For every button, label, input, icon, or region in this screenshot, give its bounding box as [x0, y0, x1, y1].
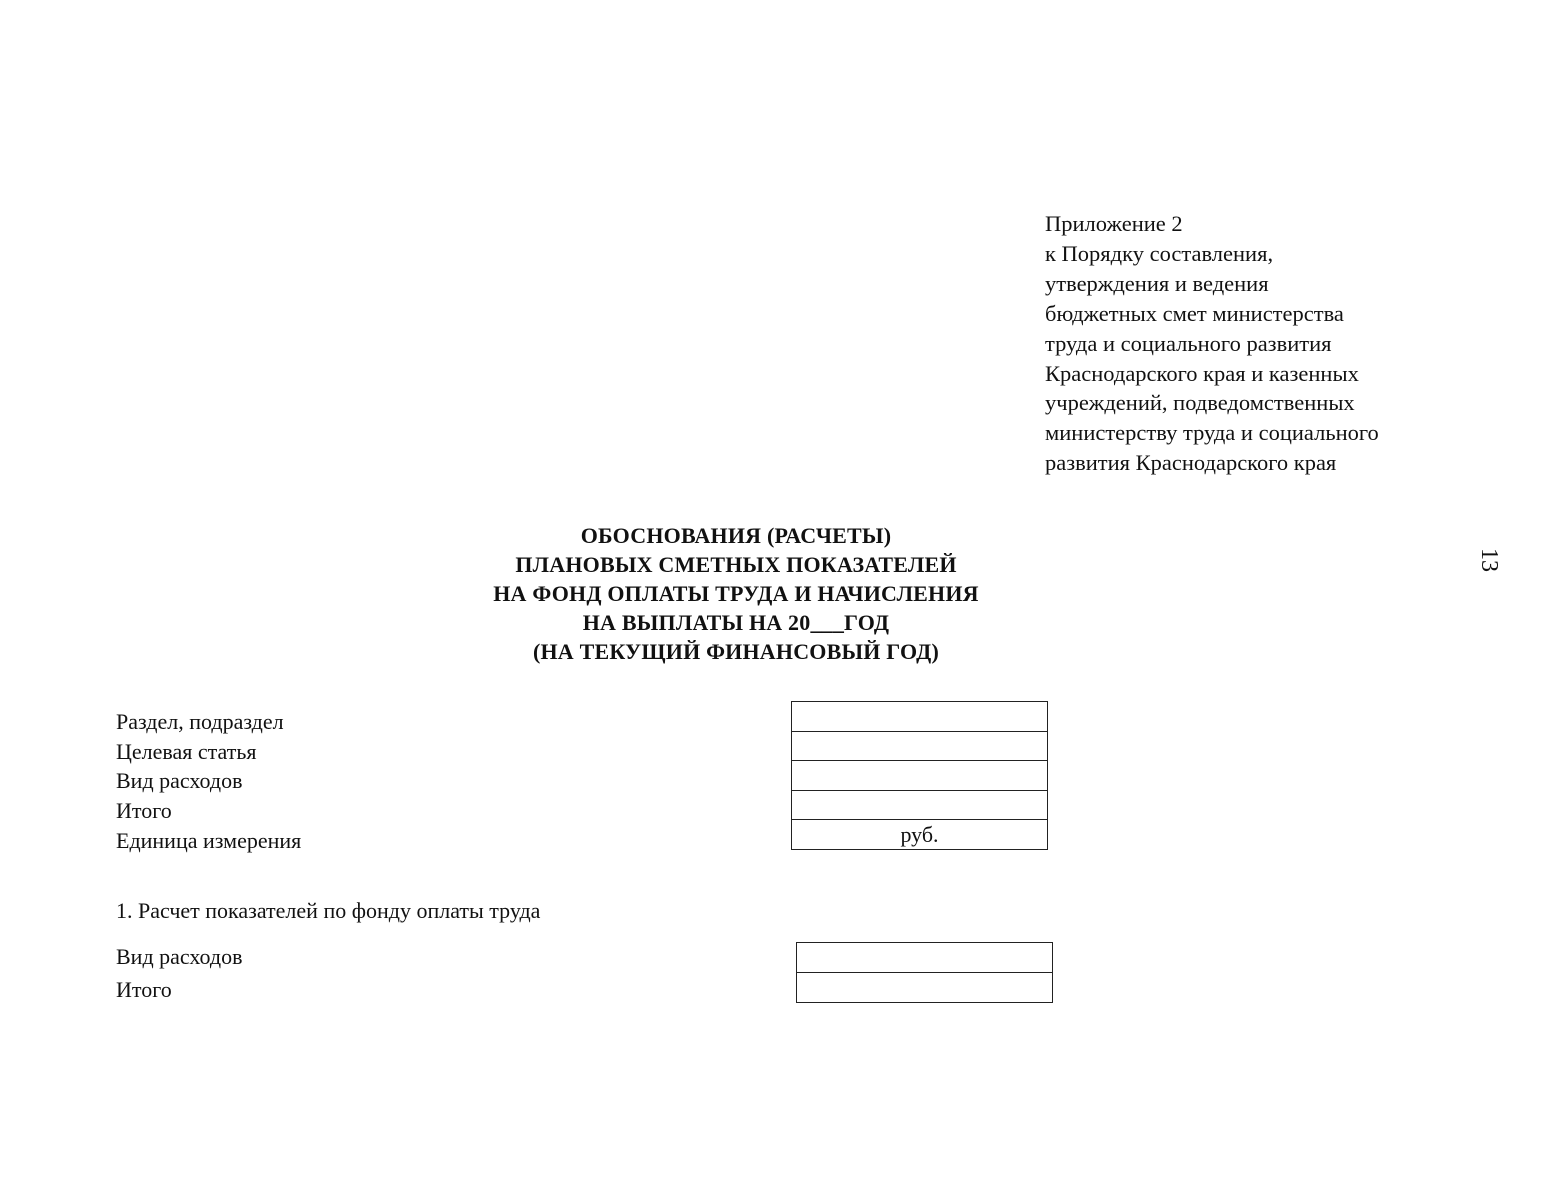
label-unit: Единица измерения	[116, 827, 302, 853]
title-line: (НА ТЕКУЩИЙ ФИНАНСОВЫЙ ГОД)	[532, 639, 940, 664]
page-number: 13	[1476, 548, 1502, 572]
label-section: Раздел, подраздел	[116, 709, 284, 734]
field-unit-value[interactable]: руб.	[792, 820, 1048, 850]
field-total-value[interactable]	[792, 790, 1048, 820]
header-field-labels	[116, 707, 301, 856]
appendix-line: труда и социального развития	[1045, 330, 1332, 356]
appendix-line: к Порядку составления,	[1045, 240, 1274, 266]
label-total: Итого	[116, 977, 172, 1002]
title-line: НА ВЫПЛАТЫ НА 20___ГОД	[582, 610, 890, 635]
label-expense-type: Вид расходов	[116, 944, 243, 969]
document-title	[436, 521, 1036, 666]
title-line: ПЛАНОВЫХ СМЕТНЫХ ПОКАЗАТЕЛЕЙ	[515, 552, 957, 577]
appendix-line: утверждения и ведения	[1045, 270, 1269, 296]
appendix-line: Приложение 2	[1045, 211, 1183, 236]
field-section-value[interactable]	[792, 702, 1048, 732]
appendix-line: бюджетных смет министерства	[1045, 300, 1344, 326]
appendix-line: министерству труда и социального	[1045, 420, 1379, 446]
label-target-article: Целевая статья	[116, 738, 257, 764]
appendix-note	[1045, 209, 1379, 478]
section-1-heading: 1. Расчет показателей по фонду оплаты труда	[116, 898, 541, 923]
section-1-table	[796, 942, 1053, 1003]
label-total: Итого	[116, 798, 172, 824]
appendix-line: развития Краснодарского края	[1045, 450, 1337, 476]
title-line: ОБОСНОВАНИЯ (РАСЧЕТЫ)	[580, 523, 892, 548]
section-1-labels	[116, 940, 243, 1006]
appendix-line: Краснодарского края и казенных	[1045, 360, 1359, 386]
header-fields-table	[791, 701, 1048, 850]
appendix-line: учреждений, подведомственных	[1045, 390, 1355, 416]
label-expense-type: Вид расходов	[116, 768, 243, 794]
field-target-article-value[interactable]	[792, 731, 1048, 761]
title-line: НА ФОНД ОПЛАТЫ ТРУДА И НАЧИСЛЕНИЯ	[493, 581, 979, 606]
section-1-expense-type-value[interactable]	[797, 943, 1053, 973]
section-1-total-value[interactable]	[797, 973, 1053, 1003]
field-expense-type-value[interactable]	[792, 761, 1048, 791]
